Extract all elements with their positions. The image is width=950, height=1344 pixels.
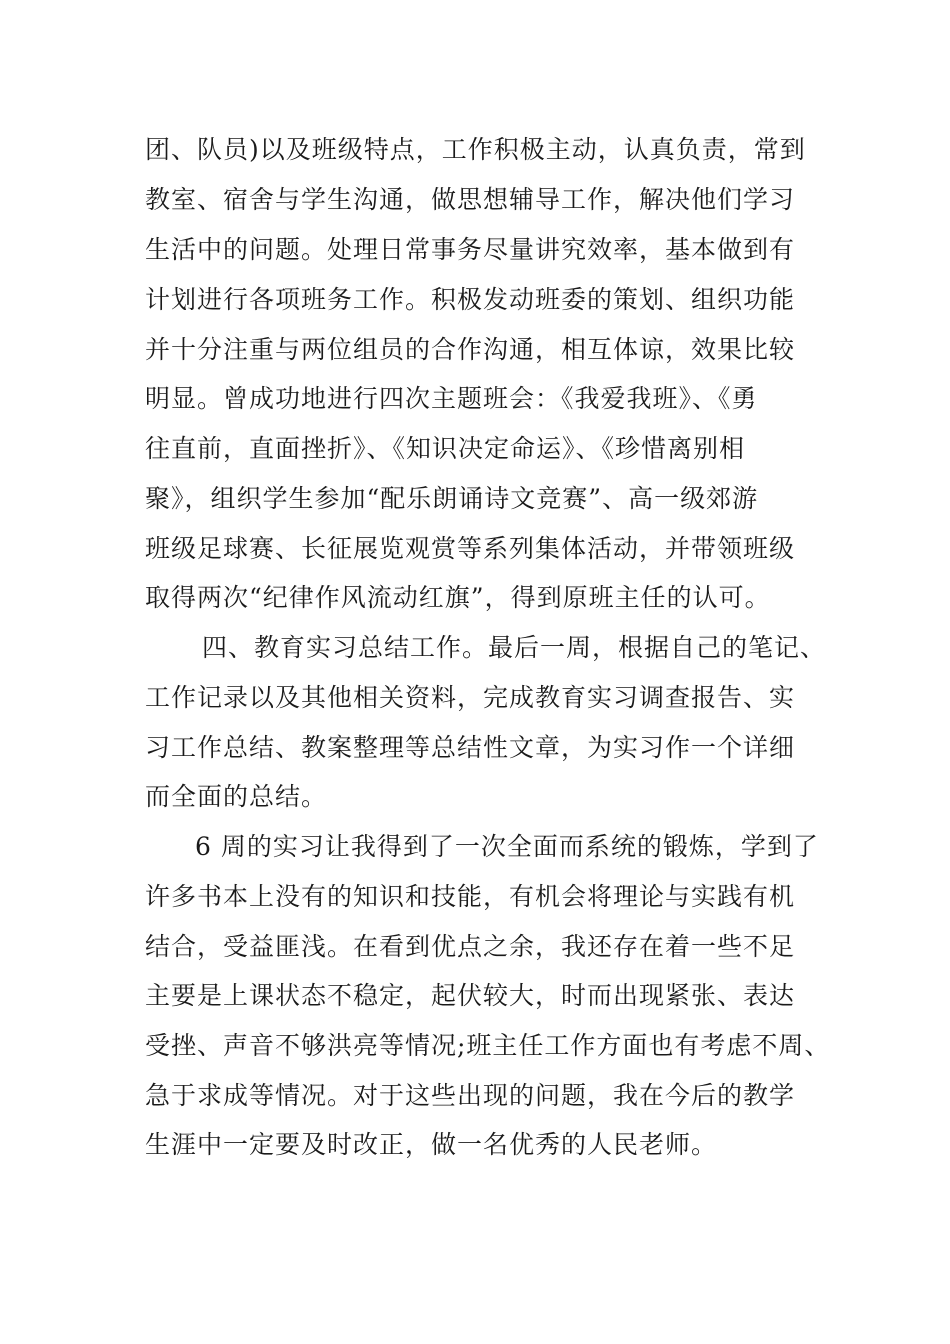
text-line: 明显。曾成功地进行四次主题班会：《我爱我班》、《勇 — [145, 384, 758, 413]
text-line: 受挫、声音不够洪亮等情况;班主任工作方面也有考虑不周、 — [145, 1031, 831, 1060]
text-line: 许多书本上没有的知识和技能，有机会将理论与实践有机 — [145, 882, 796, 911]
text-line: 四、教育实习总结工作。最后一周，根据自己的笔记、 — [202, 633, 827, 662]
text-line: 班级足球赛、长征展览观赏等系列集体活动，并带领班级 — [145, 534, 796, 563]
text-line: 急于求成等情况。对于这些出现的问题，我在今后的教学 — [145, 1081, 796, 1110]
text-line: 团、队员)以及班级特点，工作积极主动，认真负责，常到 — [145, 135, 806, 164]
text-line: 教室、宿舍与学生沟通，做思想辅导工作，解决他们学习 — [145, 185, 796, 214]
text-line: 往直前，直面挫折》、《知识决定命运》、《珍惜离别相 — [145, 434, 746, 463]
text-line: 并十分注重与两位组员的合作沟通，相互体谅，效果比较 — [145, 335, 796, 364]
text-line: 工作记录以及其他相关资料，完成教育实习调查报告、实 — [145, 683, 796, 712]
text-line: 计划进行各项班务工作。积极发动班委的策划、组织功能 — [145, 285, 796, 314]
text-line: 而全面的总结。 — [145, 782, 328, 811]
text-line: 习工作总结、教案整理等总结性文章，为实习作一个详细 — [145, 733, 796, 762]
text-line: 聚》，组织学生参加“配乐朗诵诗文竞赛”、高一级郊游 — [145, 484, 759, 513]
text-line: 结合，受益匪浅。在看到优点之余，我还存在着一些不足 — [145, 932, 796, 961]
text-line: 6 周的实习让我得到了一次全面而系统的锻炼，学到了 — [195, 832, 819, 861]
text-line: 生涯中一定要及时改正，做一名优秀的人民老师。 — [145, 1130, 718, 1159]
text-line: 主要是上课状态不稳定，起伏较大，时而出现紧张、表达 — [145, 981, 796, 1010]
text-line: 生活中的问题。处理日常事务尽量讲究效率，基本做到有 — [145, 235, 796, 264]
text-line: 取得两次“纪律作风流动红旗”，得到原班主任的认可。 — [145, 583, 771, 612]
